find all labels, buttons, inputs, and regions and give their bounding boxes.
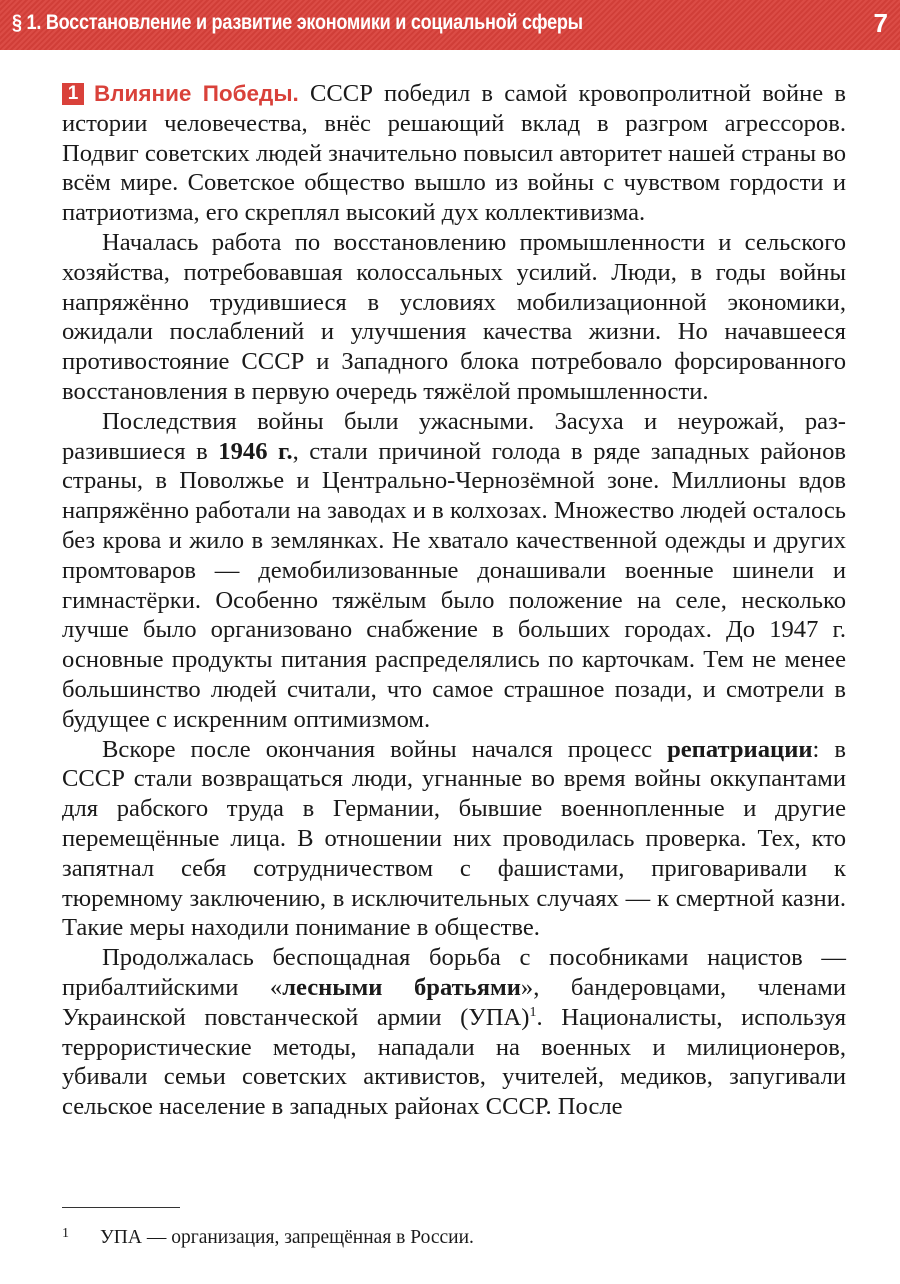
paragraph-3 (62, 407, 846, 735)
paragraph-3-text-b: , стали причиной голода в ряде западных районов страны, в Поволжье и Центрально-Чернозёмной зоне. Миллионы вдов напряжённо работали на заводах и в колхозах. Множество людей осталось без крова и жило в землянках. Не хватало качественной одежды и других промтоваров — демобилизованные донашивали военные шинели и гимнастёрки. Особенно тяжёлым было положение на селе, несколько лучше было организовано снабжение в больших городах. До 1947 г. основные продукты питания распределялись по карточкам. Тем не менее большинство людей считали, что самое страшное позади, и смотрели в будущее с искренним оптимизмом. (62, 437, 846, 733)
paragraph-3-text-a: Последствия войны были ужасными. Засуха и неурожай, разразившиеся в (62, 407, 846, 465)
footnote-divider (62, 1207, 180, 1208)
main-text (62, 79, 846, 1122)
footnote-reference: 1 (529, 1004, 537, 1020)
year-1946-term: 1946 г. (218, 437, 293, 465)
chapter-title: § 1. Восстановление и развитие экономики и социальной сферы (12, 11, 583, 34)
paragraph-1 (62, 79, 846, 228)
paragraph-5-text-c: . Националисты, используя террористические методы, нападали на военных и милиционеров, убивали семьи советских активистов, учителей, медиков, запугивали сельское население в западных районах СССР. После (62, 1003, 847, 1121)
paragraph-1-text: СССР победил в самой кровопролитной войне в истории человечества, внёс решающий вклад в разгром агрессоров. Подвиг советских людей значительно повысил авторитет нашей страны во всём мире. Советское общество вышло из войны с чувством гордости и патриотизма, его скреплял высокий дух коллективизма. (62, 80, 847, 227)
paragraph-5-text-b: », бандеровцами, членами Украинской повстанческой армии (УПА) (62, 973, 846, 1031)
forest-brothers-term: лесными братьями (282, 973, 521, 1001)
paragraph-5 (62, 943, 846, 1122)
paragraph-4 (62, 735, 846, 944)
repatriation-term: репатриации (667, 735, 813, 763)
paragraph-4-text-b: : в СССР стали возвращаться люди, угнанные во время войны оккупантами для рабского труда в Германии, бывшие военнопленные и другие перемещённые лица. В отношении них проводилась проверка. Тех, кто запятнал себя сотрудничеством с фашистами, приговаривали к тюремному заключению, в исключительных случаях — к смертной казни. Такие меры находили понимание в обществе. (62, 735, 846, 942)
section-number-badge: 1 (62, 83, 84, 105)
page-number: 7 (873, 8, 888, 38)
page-header (0, 0, 900, 50)
footnote-mark: 1 (62, 1226, 69, 1241)
section-title: Влияние Победы. (94, 81, 299, 106)
paragraph-4-text-a: Вскоре после окончания войны начался процесс (102, 735, 668, 763)
paragraph-5-text-a: Продолжалась беспощадная борьба с пособниками нацистов — прибалтийскими « (62, 944, 846, 1001)
paragraph-2: Началась работа по восстановлению промышленности и сельского хозяйства, потребовавшая колоссальных усилий. Люди, в годы войны напряжённо трудившиеся в условиях мобилизационной экономики, ожидали послаблений и улучшения качества жизни. Но начавшееся противостояние СССР и Западного блока потребовало форсированного восстановления в первую очередь тяжёлой промышленности. (62, 228, 846, 405)
footnote (62, 1222, 474, 1250)
footnote-text: УПА — организация, запрещённая в России. (100, 1227, 474, 1248)
